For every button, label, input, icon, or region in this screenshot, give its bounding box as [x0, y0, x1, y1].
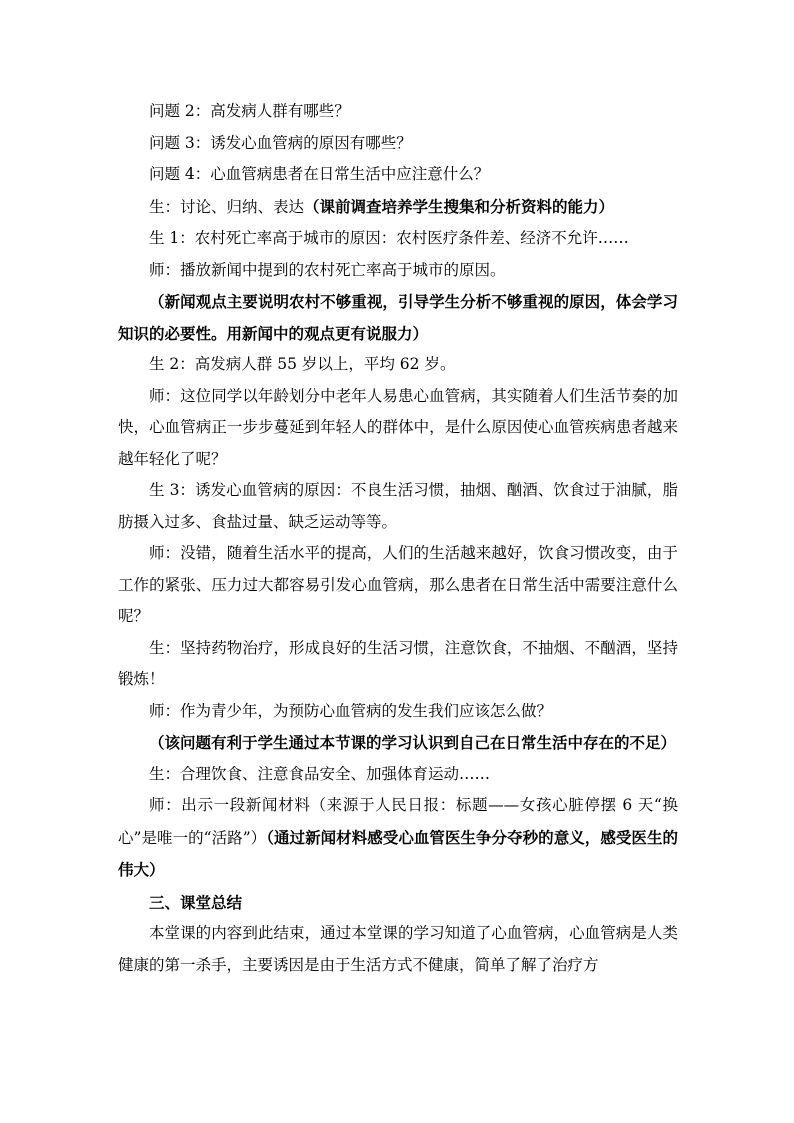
paragraph-text: 生：坚持药物治疗，形成良好的生活习惯，注意饮食，不抽烟、不酗酒，坚持锻炼！ — [118, 638, 678, 688]
paragraph-text: 生 2：高发病人群 55 岁以上，平均 62 岁。 — [149, 355, 456, 373]
student-1-answer — [118, 223, 678, 255]
student-2-answer — [118, 349, 678, 381]
paragraph-text: 师：没错，随着生活水平的提高，人们的生活越来越好，饮食习惯改变，由于工作的紧张、压力过大都容易引发心血管病，那么患者在日常生活中需要注意什么呢？ — [118, 544, 678, 625]
paragraph-text: （新闻观点主要说明农村不够重视，引导学生分析不够重视的原因，体会学习知识的必要性。用新闻中的观点更有说服力） — [118, 292, 678, 343]
paragraph-text: 本堂课的内容到此结束，通过本堂课的学习知道了心血管病，心血管病是人类健康的第一杀手，主要诱因是由于生活方式不健康，简单了解了治疗方 — [118, 924, 678, 974]
student-discussion — [118, 191, 678, 224]
teaching-note: （课前调查培养学生搜集和分析资料的能力） — [304, 196, 615, 216]
paragraph-text: 师：播放新闻中提到的农村死亡率高于城市的原因。 — [149, 260, 506, 279]
document-body — [118, 96, 678, 981]
paragraph-text: 问题 4：心血管病患者在日常生活中应注意什么？ — [149, 165, 490, 183]
paragraph-text: 问题 3：诱发心血管病的原因有哪些？ — [149, 133, 412, 152]
paragraph-text: 师：作为青少年，为预防心血管病的发生我们应该怎么做？ — [149, 701, 553, 720]
question-2 — [118, 96, 678, 128]
teacher-age-comment — [118, 381, 678, 476]
paragraph-text: 问题 2：高发病人群有哪些？ — [149, 102, 350, 120]
paragraph-text: 生 3：诱发心血管病的原因：不良生活习惯，抽烟、酗酒、饮食过于油腻，脂肪摄入过多、食盐过量、缺乏运动等等。 — [118, 481, 678, 531]
teacher-youth-question — [118, 696, 678, 728]
paragraph-text: 师：这位同学以年龄划分中老年人易患心血管病，其实随着人们生活节奏的加快，心血管病正一步步蔓延到年轻人的群体中，是什么原因使心血管疾病患者越来越年轻化了呢？ — [118, 386, 678, 468]
question-3 — [118, 128, 678, 160]
summary-paragraph — [118, 918, 678, 981]
teacher-news — [118, 255, 678, 287]
paragraph-text: 生 1：农村死亡率高于城市的原因：农村医疗条件差、经济不允许…… — [149, 229, 629, 247]
paragraph-text: 生：讨论、归纳、表达 — [149, 197, 305, 216]
paragraph-text: （该问题有利于学生通过本节课的学习认识到自己在日常生活中存在的不足） — [149, 733, 677, 752]
paragraph-text: 师：出示一段新闻材料（来源于人民日报：标题——女孩心脏停摆 6 天“换心”是唯一的“活路”） — [118, 796, 678, 847]
teaching-note-news — [118, 286, 678, 349]
student-3-answer — [118, 475, 678, 538]
student-answer-prevention — [118, 759, 678, 791]
section-heading-summary — [118, 887, 678, 919]
paragraph-text: 生：合理饮食、注意食品安全、加强体育运动…… — [149, 764, 491, 783]
teaching-note-self-awareness — [118, 727, 678, 759]
heading-text: 三、课堂总结 — [149, 892, 243, 912]
teaching-note: （通过新闻材料感受心血管医生争分夺秒的意义，感受医生的伟大） — [118, 827, 678, 879]
question-4 — [118, 159, 678, 191]
teacher-news-material — [118, 790, 678, 887]
student-answer-habits — [118, 633, 678, 696]
teacher-lifestyle-comment — [118, 538, 678, 633]
